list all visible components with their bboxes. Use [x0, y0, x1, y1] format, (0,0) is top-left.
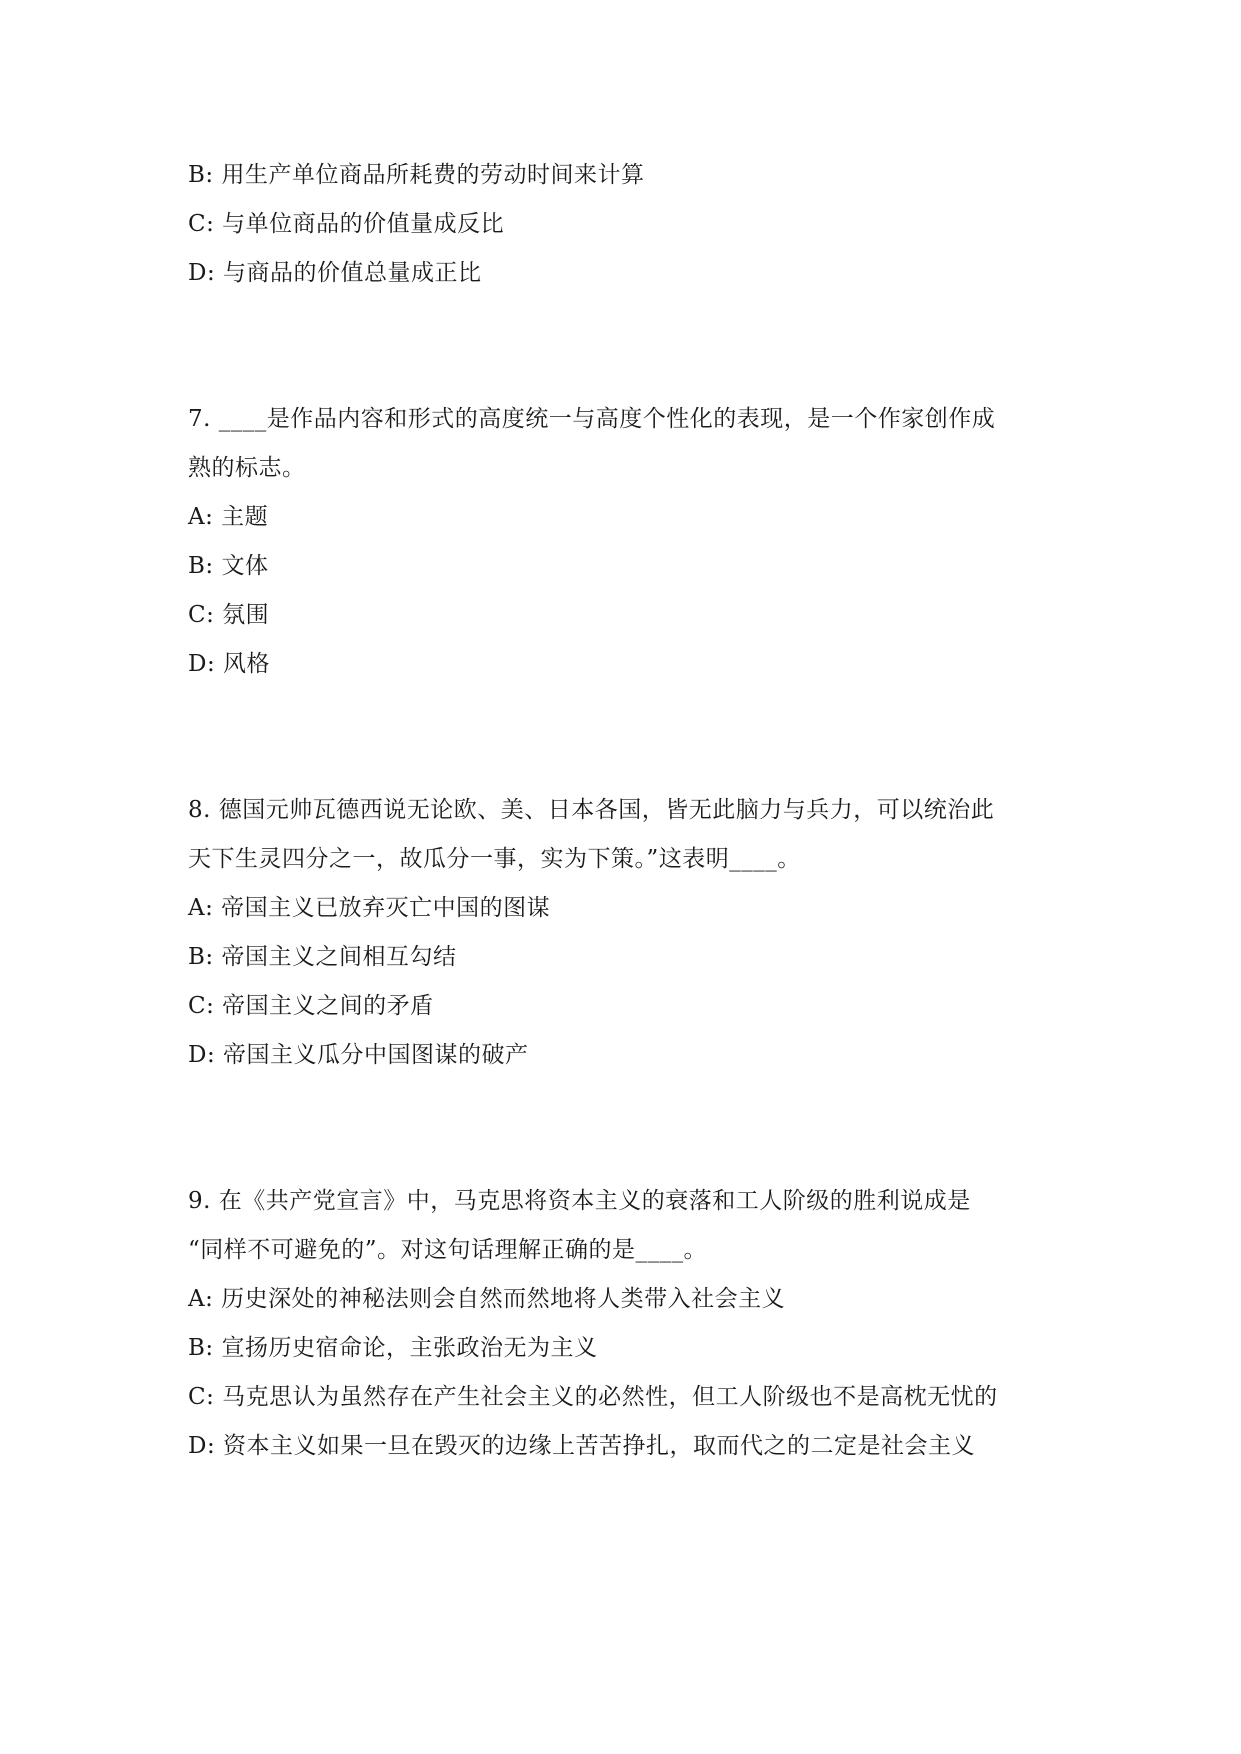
q8-option-b: B: 帝国主义之间相互勾结: [188, 944, 457, 970]
q9-stem-line1: 9. 在《共产党宣言》中，马克思将资本主义的衰落和工人阶级的胜利说成是: [188, 1188, 971, 1214]
q7-option-b: B: 文体: [188, 553, 269, 579]
q7-option-d: D: 风格: [188, 651, 271, 677]
q8-option-d: D: 帝国主义瓜分中国图谋的破产: [188, 1042, 529, 1068]
q9-option-a: A: 历史深处的神秘法则会自然而然地将人类带入社会主义: [188, 1286, 786, 1312]
q6-option-b: B: 用生产单位商品所耗费的劳动时间来计算: [188, 162, 645, 188]
q9-stem-line2: “同样不可避免的”。对这句话理解正确的是____。: [188, 1237, 708, 1263]
q7-stem-line2: 熟的标志。: [188, 455, 306, 481]
q7-option-a: A: 主题: [188, 504, 269, 530]
q7-option-c: C: 氛围: [188, 602, 270, 628]
q8-option-a: A: 帝国主义已放弃灭亡中国的图谋: [188, 895, 551, 921]
q6-option-d: D: 与商品的价值总量成正比: [188, 260, 482, 286]
q7-stem-line1: 7. ____是作品内容和形式的高度统一与高度个性化的表现，是一个作家创作成: [188, 406, 996, 432]
q8-stem-line2: 天下生灵四分之一，故瓜分一事，实为下策。”这表明____。: [188, 846, 801, 872]
q6-option-c: C: 与单位商品的价值量成反比: [188, 211, 505, 237]
q9-option-c: C: 马克思认为虽然存在产生社会主义的必然性，但工人阶级也不是高枕无忧的: [188, 1384, 998, 1410]
q9-option-d: D: 资本主义如果一旦在毁灭的边缘上苦苦挣扎，取而代之的二定是社会主义: [188, 1433, 976, 1459]
q8-stem-line1: 8. 德国元帅瓦德西说无论欧、美、日本各国，皆无此脑力与兵力，可以统治此: [188, 797, 995, 823]
q8-option-c: C: 帝国主义之间的矛盾: [188, 993, 434, 1019]
q9-option-b: B: 宣扬历史宿命论，主张政治无为主义: [188, 1335, 598, 1361]
